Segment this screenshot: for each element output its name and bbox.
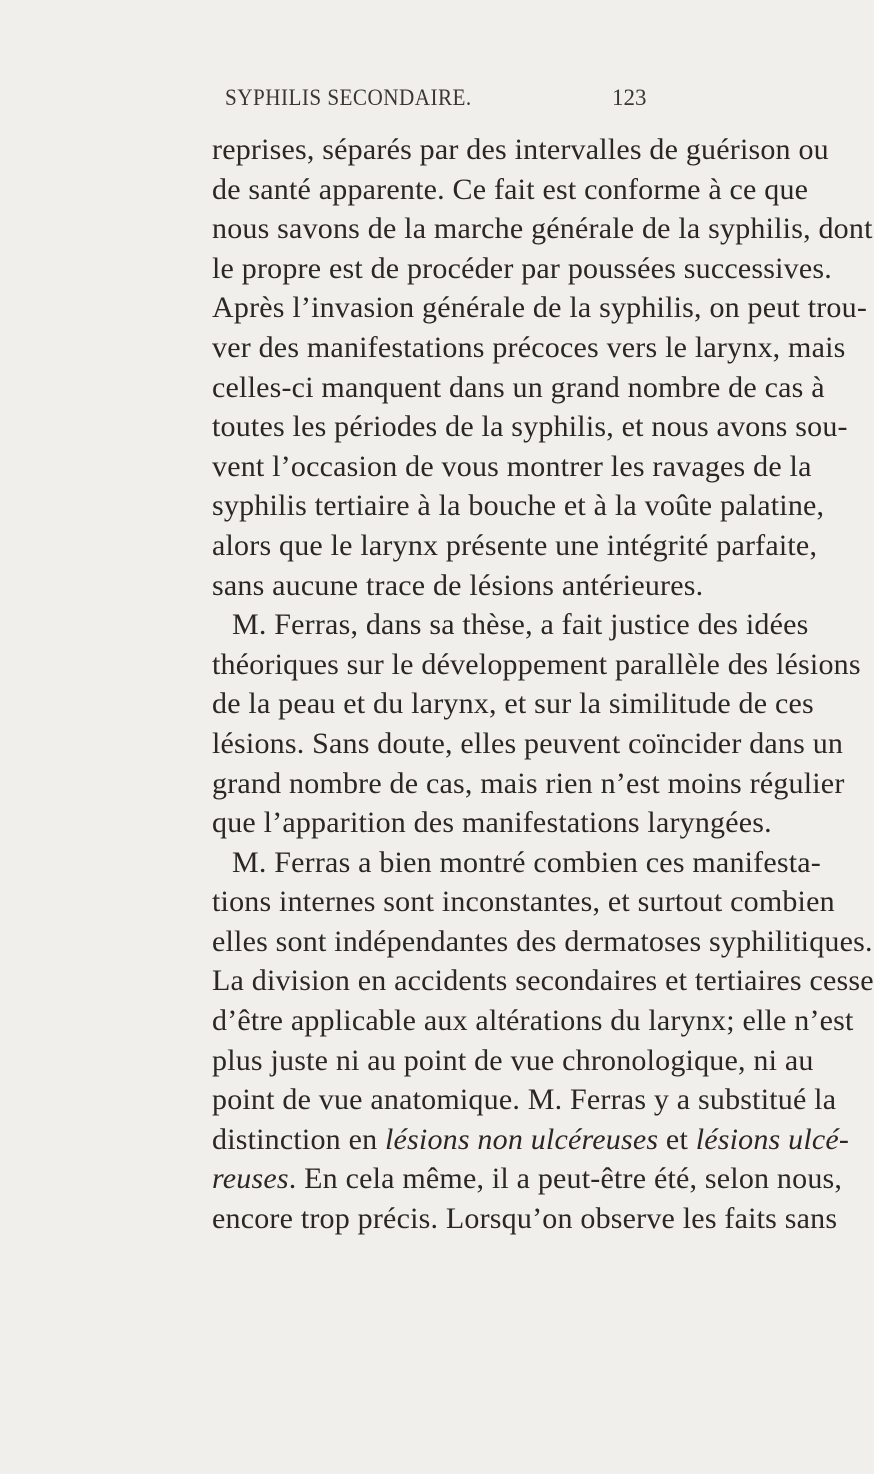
text-run: . En cela même, il a peut-être été, selon nous, bbox=[288, 1162, 843, 1196]
text-line-paragraph-start: M. Ferras, dans sa thèse, a fait justice des idées bbox=[232, 608, 809, 642]
text-line: plus juste ni au point de vue chronologique, ni au bbox=[212, 1043, 814, 1077]
text-line: point de vue anatomique. M. Ferras y a substitué la bbox=[212, 1083, 837, 1117]
text-line: syphilis tertiaire à la bouche et à la voûte palatine, bbox=[212, 489, 825, 523]
text-line: alors que le larynx présente une intégrité parfaite, bbox=[212, 528, 818, 562]
text-line: le propre est de procéder par poussées successives. bbox=[212, 251, 832, 285]
text-line-paragraph-end: sans aucune trace de lésions antérieures. bbox=[212, 568, 704, 602]
text-line: vent l’occasion de vous montrer les ravages de la bbox=[212, 449, 812, 483]
running-head bbox=[0, 85, 800, 115]
text-line: de santé apparente. Ce fait est conforme à ce que bbox=[212, 172, 809, 206]
text-line: théoriques sur le développement parallèle des lésions bbox=[212, 647, 861, 681]
running-head-title: SYPHILIS SECONDAIRE. bbox=[225, 85, 472, 110]
text-line: d’être applicable aux altérations du larynx; elle n’est bbox=[212, 1004, 854, 1038]
text-run: distinction en bbox=[212, 1122, 385, 1156]
text-line-paragraph-start: M. Ferras a bien montré combien ces manifesta- bbox=[232, 845, 821, 879]
text-line: nous savons de la marche générale de la syphilis, dont bbox=[212, 212, 873, 246]
text-line: La division en accidents secondaires et tertiaires cesse bbox=[212, 964, 874, 998]
text-line: tions internes sont inconstantes, et surtout combien bbox=[212, 885, 835, 919]
text-line-paragraph-end: que l’apparition des manifestations laryngées. bbox=[212, 806, 772, 840]
text-line: celles-ci manquent dans un grand nombre de cas à bbox=[212, 370, 825, 404]
text-line: de la peau et du larynx, et sur la similitude de ces bbox=[212, 687, 814, 721]
italic-term: reuses bbox=[212, 1162, 289, 1196]
text-line: grand nombre de cas, mais rien n’est moins régulier bbox=[212, 766, 845, 800]
text-line: elles sont indépendantes des dermatoses syphilitiques. bbox=[212, 924, 873, 958]
text-line: lésions. Sans doute, elles peuvent coïncider dans un bbox=[212, 726, 844, 760]
page-number: 123 bbox=[612, 85, 647, 110]
text-line: toutes les périodes de la syphilis, et nous avons sou- bbox=[212, 410, 848, 444]
italic-term: lésions non ulcéreuses bbox=[384, 1122, 659, 1156]
text-line: encore trop précis. Lorsqu’on observe les faits sans bbox=[212, 1202, 838, 1236]
text-line: Après l’invasion générale de la syphilis, on peut trou- bbox=[212, 291, 868, 325]
text-line bbox=[212, 1120, 850, 1160]
body-text bbox=[212, 130, 874, 1239]
text-line: ver des manifestations précoces vers le larynx, mais bbox=[212, 330, 846, 364]
text-line bbox=[212, 1159, 843, 1199]
text-line: reprises, séparés par des intervalles de guérison ou bbox=[212, 133, 829, 166]
italic-term: lésions ulcé- bbox=[695, 1122, 850, 1156]
text-run: et bbox=[658, 1122, 696, 1156]
